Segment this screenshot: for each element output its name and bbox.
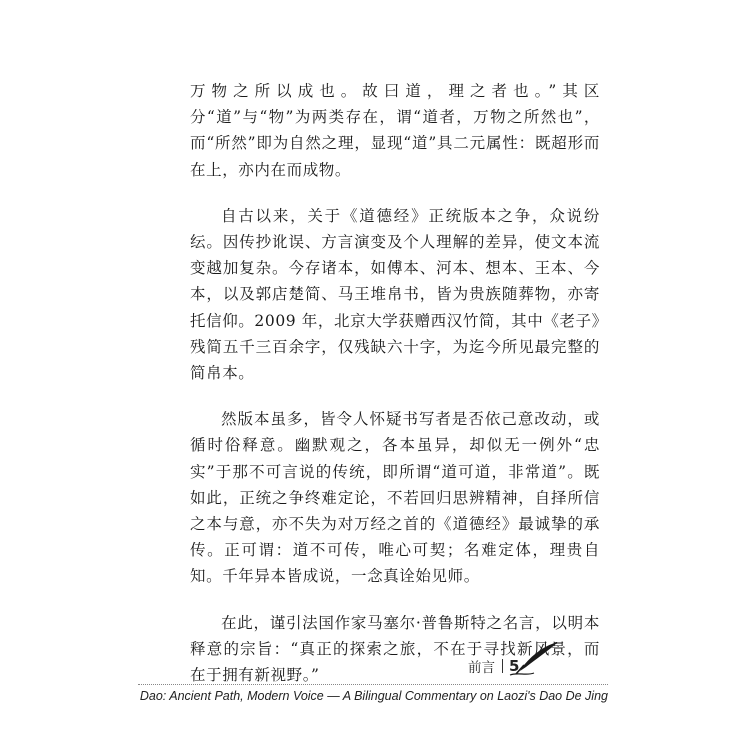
footer-separator [502,659,503,673]
paragraph-proust-quote: 在此，谨引法国作家马塞尔·普鲁斯特之名言，以明本释意的宗旨：“真正的探索之旅，不在于寻找新风景，而在于拥有新视野。” [190,613,600,685]
paragraph-continuation: 万物之所以成也。故曰道，理之者也。”其区分“道”与“物”为两类存在，谓“道者，万物之所然也”，而“所然”即为自然之理，显现“道”具二元属性：既超形而在上，亦内在而成物。 [190,82,600,179]
running-book-title: Dao: Ancient Path, Modern Voice — A Bilingual Commentary on Laozi's Dao De Jing [139,689,608,703]
paragraph-versions: 自古以来，关于《道德经》正统版本之争，众说纷纭。因传抄讹误、方言演变及个人理解的差异，使文本流变越加复杂。今存诸本，如傅本、河本、想本、王本、今本，以及郭店楚简、马王堆帛书，皆为贵族随葬物，亦寄托信仰。2009 年，北京大学获赠西汉竹简，其中《老子》残简五千三百余字，仅残缺六十字，为迄今所见最完整的简帛本。 [190,206,600,383]
quill-pen-icon [508,641,560,677]
page-number: 5 [509,657,520,675]
footer-divider [138,684,608,685]
section-name: 前言 [468,660,495,676]
body-text [190,78,600,708]
paragraph-authenticity: 然版本虽多，皆令人怀疑书写者是否依己意改动，或循时俗释意。幽默观之，各本虽异，却似无一例外“忠实”于那不可言说的传统，即所谓“道可道，非常道”。既如此，正统之争终难定论，不若回归思辨精神，自择所信之本与意，亦不失为对万经之首的《道德经》最诚挚的承传。正可谓：道不可传，唯心可契；名难定体，理贵自知。千年异本皆成说，一念真诠始见师。 [190,410,600,586]
